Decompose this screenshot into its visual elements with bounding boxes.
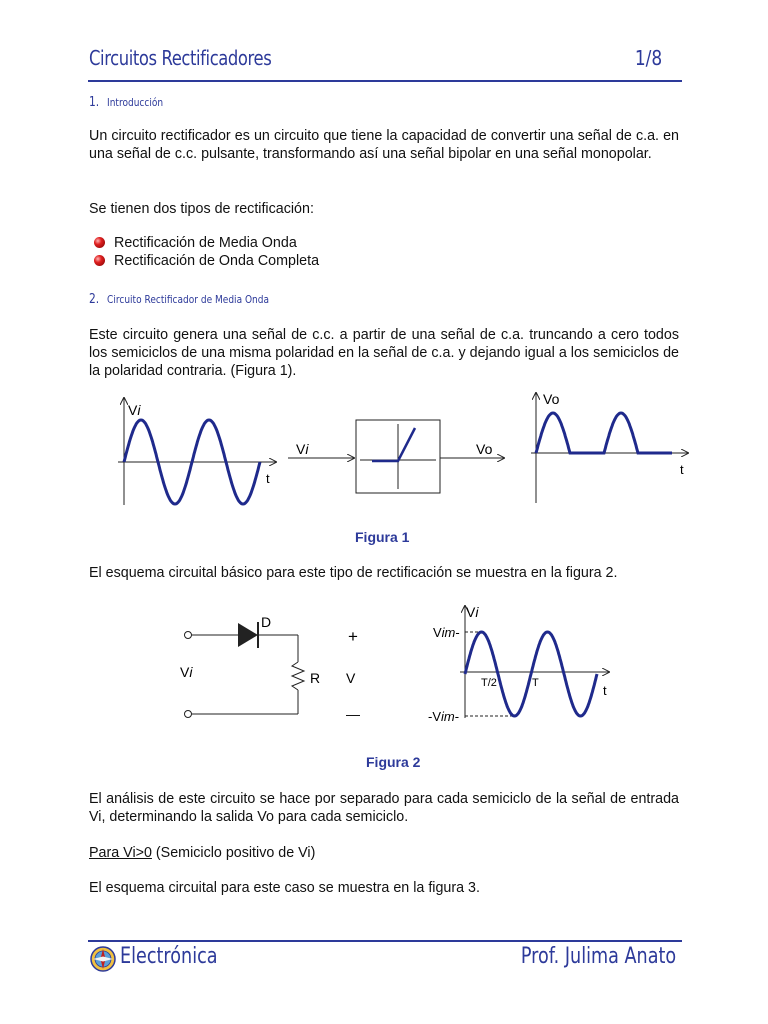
- figure1-input-graph: [118, 398, 276, 505]
- time-axis-label: t: [603, 683, 607, 698]
- block-output-label: Vo: [476, 441, 493, 457]
- graph-y-label: Vi: [466, 604, 479, 620]
- resistor-icon: [292, 662, 304, 690]
- resistor-label: R: [310, 670, 321, 686]
- figure2-caption: Figura 2: [366, 754, 421, 770]
- input-terminal: [185, 632, 192, 639]
- intro-paragraph: Un circuito rectificador es un circuito que tiene la capacidad de convertir una señal de c.a. en una señal de c.c. pulsante, transformando así una señal bipolar en una señal monopolar.: [89, 128, 679, 162]
- sine-wave: [465, 632, 597, 716]
- compass-logo-icon: [91, 947, 115, 971]
- time-axis-label: t: [266, 471, 270, 486]
- output-axis-label: Vo: [543, 391, 560, 407]
- case-description: (Semiciclo positivo de Vi): [151, 845, 316, 861]
- source-label: Vi: [180, 664, 193, 680]
- section-title: Introducción: [107, 96, 164, 109]
- figure2-circuit: [180, 614, 360, 722]
- case-condition: Para Vi>0: [89, 845, 152, 861]
- page-number: 1/8: [634, 46, 662, 70]
- diode-label: D: [261, 614, 272, 630]
- figure1-caption: Figura 1: [355, 529, 410, 545]
- footer-subject: Electrónica: [120, 944, 218, 969]
- case-heading: [89, 844, 679, 862]
- section2-paragraph: Este circuito genera una señal de c.c. a partir de una señal de c.a. truncando a cero todos los semiciclos de una misma polaridad en la señal de c.a. y dejando igual a los semiciclos de la polaridad contraria. (Figura 1).: [89, 327, 679, 379]
- input-terminal: [185, 711, 192, 718]
- block-input-label: Vi: [296, 441, 309, 457]
- document-title: Circuitos Rectificadores: [89, 46, 272, 70]
- minus-sign: —: [346, 706, 360, 722]
- types-intro: Se tienen dos tipos de rectificación:: [89, 201, 314, 217]
- vim-negative-label: -Vim-: [428, 709, 460, 724]
- half-period-label: T/2: [481, 677, 497, 689]
- section-number: 1.: [89, 95, 100, 110]
- footer-author: Prof. Julima Anato: [520, 944, 676, 969]
- figure1-block-diagram: [288, 420, 504, 493]
- output-voltage-label: V: [346, 670, 356, 686]
- input-axis-label: Vi: [128, 402, 141, 418]
- figure1-output-graph: [531, 391, 688, 503]
- diode-icon: [238, 623, 258, 647]
- figure2-graph: [428, 604, 609, 724]
- list-item-label: Rectificación de Onda Completa: [114, 253, 320, 269]
- section-title: Circuito Rectificador de Media Onda: [107, 293, 270, 306]
- section-number: 2.: [89, 292, 100, 307]
- half-wave: [536, 413, 672, 453]
- time-axis-label: t: [680, 462, 684, 477]
- list-item-label: Rectificación de Media Onda: [114, 235, 297, 251]
- figure3-intro: El esquema circuital para este caso se muestra en la figura 3.: [89, 880, 480, 896]
- period-label: T: [532, 677, 539, 689]
- analysis-paragraph: El análisis de este circuito se hace por separado para cada semiciclo de la señal de entrada Vi, determinando la salida Vo para cada semiciclo.: [89, 791, 679, 825]
- plus-sign: +: [348, 627, 358, 646]
- vim-positive-label: Vim-: [433, 625, 460, 640]
- figure2-intro: El esquema circuital básico para este tipo de rectificación se muestra en la figura 2.: [89, 565, 618, 581]
